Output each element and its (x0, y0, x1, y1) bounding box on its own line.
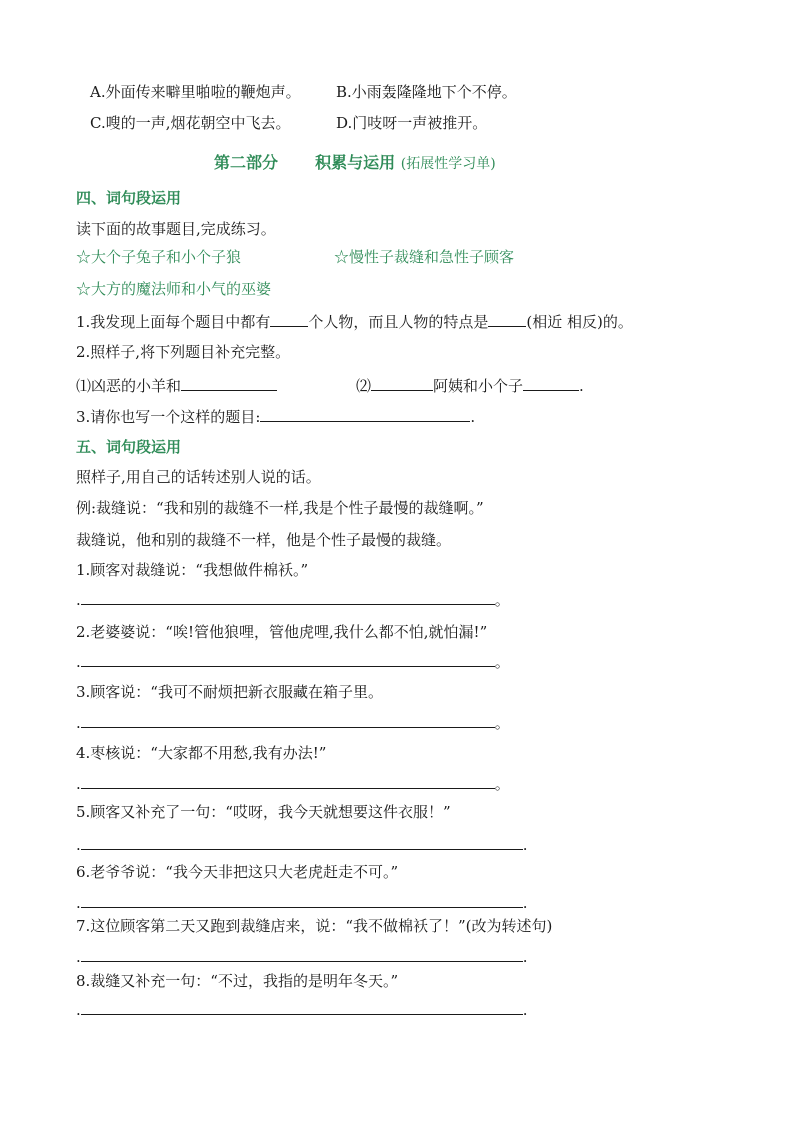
exercise-4-question: 4.枣核说：“大家都不用愁,我有办法!” (76, 744, 327, 762)
exercise-3-answer: . 。 (76, 714, 510, 732)
question-2: 2.照样子,将下列题目补充完整。 (76, 343, 291, 361)
answer-line[interactable] (81, 835, 523, 850)
exercise-2-question: 2.老婆婆说：“唉!管他狼哩，管他虎哩,我什么都不怕,就怕漏!” (76, 623, 488, 641)
exercise-3-question: 3.顾客说：“我可不耐烦把新衣服藏在箱子里。 (76, 683, 383, 701)
part-title (214, 150, 496, 173)
story-title-1: ☆大个子兔子和小个子狼 (76, 248, 242, 266)
example-answer: 裁缝说，他和别的裁缝不一样，他是个性子最慢的裁缝。 (76, 531, 452, 549)
answer-line[interactable] (81, 1000, 523, 1015)
answer-blank[interactable] (181, 375, 277, 391)
exercise-8-answer: . . (76, 1001, 528, 1019)
answer-line[interactable] (81, 590, 495, 605)
part-note: (拓展性学习单) (400, 156, 496, 172)
answer-blank[interactable] (270, 311, 308, 327)
story-title-2: ☆慢性子裁缝和急性子顾客 (334, 248, 515, 266)
part-name: 积累与运用 (315, 153, 396, 172)
question-1: 1.我发现上面每个题目中都有 个人物，而且人物的特点是 (相近 相反)的。 (76, 313, 633, 331)
answer-line[interactable] (81, 652, 495, 667)
exercise-5-answer: . . (76, 836, 528, 854)
option-d: D.门吱呀一声被推开。 (336, 114, 488, 132)
exercise-4-answer: . 。 (76, 775, 510, 793)
section-5-title: 五、词句段运用 (76, 438, 182, 456)
exercise-1-question: 1.顾客对裁缝说：“我想做件棉袄。” (76, 561, 309, 579)
answer-blank[interactable] (260, 406, 470, 422)
option-b: B.小雨轰隆隆地下个不停。 (336, 83, 517, 101)
option-c: C.嗖的一声,烟花朝空中飞去。 (90, 114, 291, 132)
section-4-title: 四、词句段运用 (76, 189, 182, 207)
question-3: 3.请你也写一个这样的题目: . (76, 408, 476, 426)
answer-line[interactable] (81, 713, 495, 728)
exercise-7-answer: . . (76, 948, 528, 966)
story-title-3: ☆大方的魔法师和小气的巫婆 (76, 280, 272, 298)
answer-blank[interactable] (523, 375, 579, 391)
exercise-2-answer: . 。 (76, 653, 510, 671)
answer-line[interactable] (81, 893, 523, 908)
section-4-instruction: 读下面的故事题目,完成练习。 (76, 220, 276, 238)
answer-blank[interactable] (488, 311, 526, 327)
exercise-6-question: 6.老爷爷说：“我今天非把这只大老虎赶走不可。” (76, 863, 399, 881)
exercise-1-answer: . 。 (76, 591, 510, 609)
answer-line[interactable] (81, 774, 495, 789)
exercise-7-question: 7.这位顾客第二天又跑到裁缝店来，说：“我不做棉袄了！”(改为转述句) (76, 917, 553, 935)
exercise-5-question: 5.顾客又补充了一句：“哎呀，我今天就想要这件衣服！” (76, 803, 451, 821)
answer-blank[interactable] (371, 375, 433, 391)
answer-line[interactable] (81, 947, 523, 962)
question-2-item-1: ⑴凶恶的小羊和 (76, 375, 277, 396)
question-2-item-2: ⑵ 阿姨和小个子 . (356, 377, 584, 395)
exercise-8-question: 8.裁缝又补充一句：“不过，我指的是明年冬天。” (76, 972, 399, 990)
option-a: A.外面传来噼里啪啦的鞭炮声。 (90, 83, 301, 101)
exercise-6-answer: . . (76, 894, 528, 912)
section-5-instruction: 照样子,用自己的话转述别人说的话。 (76, 468, 321, 486)
part-number: 第二部分 (214, 153, 279, 172)
example-sentence: 例:裁缝说：“我和别的裁缝不一样,我是个性子最慢的裁缝啊。” (76, 499, 484, 517)
